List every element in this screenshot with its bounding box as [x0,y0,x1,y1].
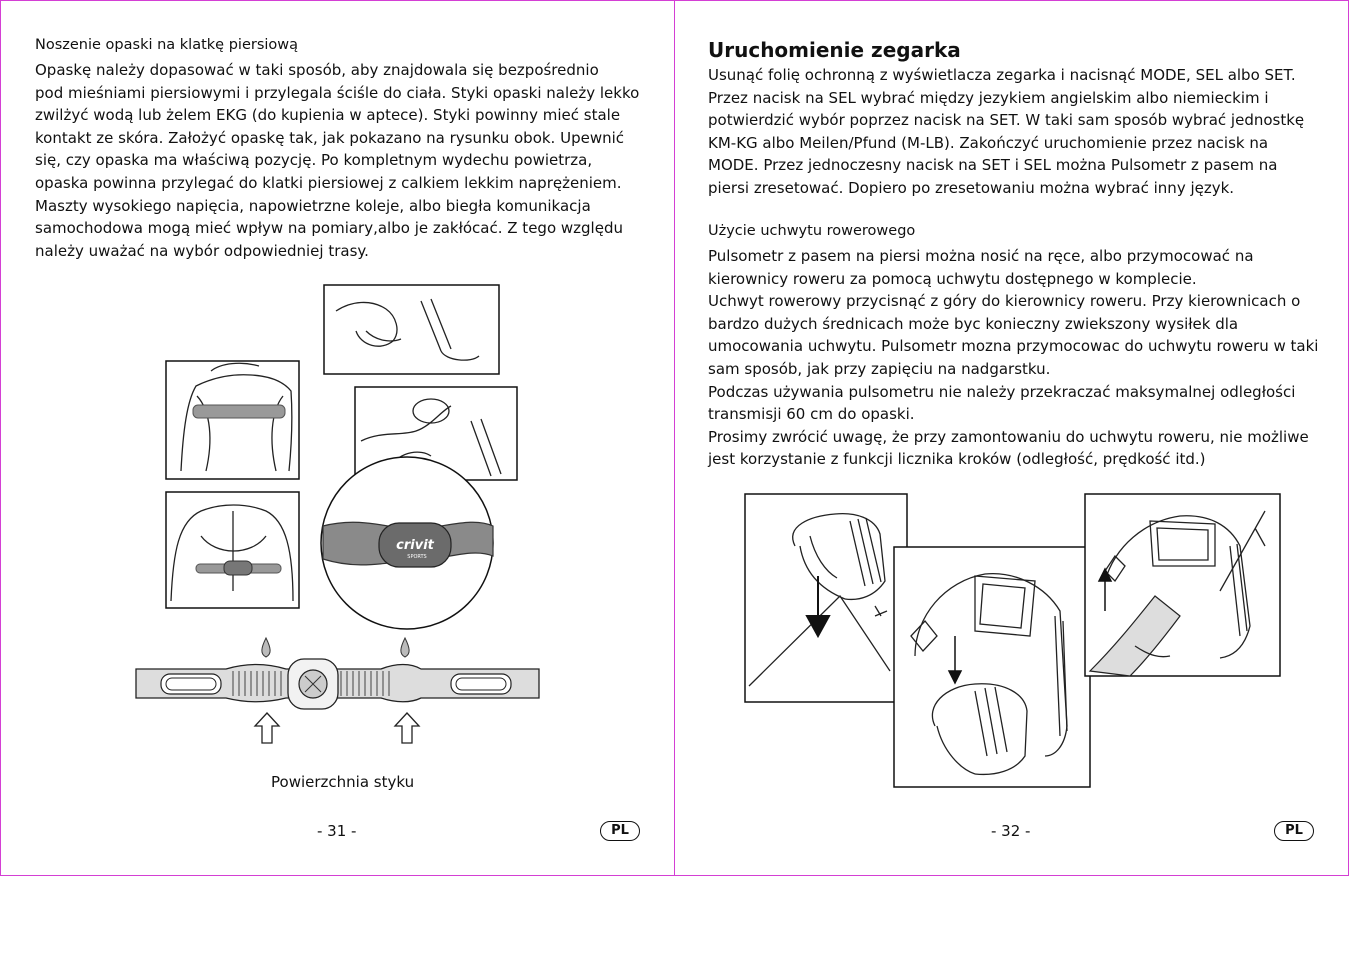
bike-mount-illustration [675,486,1350,796]
text-line: Prosimy zwrócić uwagę, że przy zamontowaniu do uchwytu roweru, nie możliwe [708,427,1309,446]
figure-caption: Powierzchnia styku [271,773,415,791]
right-page [674,0,1349,876]
text-line: jest korzystanie z funkcji licznika kroków (odległość, prędkość itd.) [708,450,1206,469]
text-line: Uchwyt rowerowy przycisnąć z góry do kierownicy roweru. Przy kierownicach o [708,292,1301,311]
text-line: kontakt ze skóra. Założyć opaskę tak, jak pokazano na rysunku obok. Upewnić [35,128,625,147]
droplet-icon [401,638,409,657]
language-badge: PL [600,821,640,841]
text-line: się, czy opaska ma właściwą pozycję. Po kompletnym wydechu powietrza, [35,151,593,170]
mount-step-3-figure [1085,494,1280,676]
arrow-up-icon [395,713,419,743]
text-line: Usunąć folię ochronną z wyświetlacza zegarka i nacisnąć MODE, SEL albo SET. [708,66,1296,84]
text-line: KM-KG albo Meilen/Pfund (M-LB). Zakończyć uruchomienie przez nacisk na [708,133,1269,152]
mount-step-2-figure [894,547,1090,787]
text-line: potwierdzić wybór poprzez nacisk na SET. W taki sam sposób wybrać jednostkę [708,111,1305,130]
section-heading-chest-strap: Noszenie opaski na klatkę piersiową [35,37,299,53]
text-line: Podczas używania pulsometru nie należy przekraczać maksymalnej odległości [708,382,1296,401]
text-line: kierownicy roweru za pomocą uchwytu dostępnego w komplecie. [708,269,1197,288]
text-line: transmisji 60 cm do opaski. [708,405,915,424]
text-line: pod mieśniami piersiowymi i przylegala ściśle do ciała. Styki opaski należy lekko [35,83,640,102]
text-line: Maszty wysokiego napięcia, napowietrzne koleje, albo biegła komunikacja [35,196,591,215]
strap-logo-sub: SPORTS [407,554,427,560]
text-line: samochodowa mogą mieć wpływ na pomiary,albo je zakłócać. Z tego względu [35,219,623,238]
torso-front-figure [166,492,299,608]
text-line: bardzo dużych średnicach może byc konieczny zwiekszony wysiłek dla [708,314,1239,333]
hands-moistening-figure [324,285,499,374]
chest-strap-paragraph [35,59,639,262]
startup-paragraph [708,64,1304,200]
arrow-up-icon [255,713,279,743]
strap-band [193,405,285,418]
text-line: Przez nacisk na SEL wybrać między jezykiem angielskim albo niemieckim i [708,88,1269,107]
left-page [0,0,675,876]
text-line: opaska powinna przylegać do klatki piersiowej z calkiem lekkim naprężeniem. [35,173,622,192]
page-number: - 31 - [317,822,357,840]
section-heading-bike-mount: Użycie uchwytu rowerowego [708,223,916,239]
chest-strap-illustration [1,271,676,771]
text-line: umocowania uchwytu. Pulsometr mozna przymocowac do uchwytu roweru w taki [708,337,1319,356]
language-badge: PL [1274,821,1314,841]
strap-logo: crivit [396,538,434,553]
text-line: zwilżyć wodą lub żelem EKG (do kupienia w aptece). Styki powinny mieć stale [35,106,621,125]
bike-mount-paragraph [708,245,1318,471]
text-line: należy uważać na wybór odpowiedniej trasy. [35,241,369,260]
droplet-icon [262,638,270,657]
section-heading-startup: Uruchomienie zegarka [708,38,961,62]
mount-step-1-figure [745,494,907,702]
chest-strap-full [136,659,539,709]
page-number: - 32 - [991,822,1031,840]
text-line: Opaskę należy dopasować w taki sposób, aby znajdowala się bezpośrednio [35,61,599,79]
text-line: piersi zresetować. Dopiero po zresetowaniu można wybrać inny język. [708,178,1235,197]
text-line: sam sposób, jak przy zapięciu na nadgarstku. [708,359,1051,378]
torso-back-figure [166,361,299,479]
text-line: Pulsometr z pasem na piersi można nosić na ręce, albo przymocować na [708,247,1254,265]
text-line: MODE. Przez jednoczesny nacisk na SET i SEL można Pulsometr z pasem na [708,156,1278,175]
strap-zoom-circle [321,457,493,629]
